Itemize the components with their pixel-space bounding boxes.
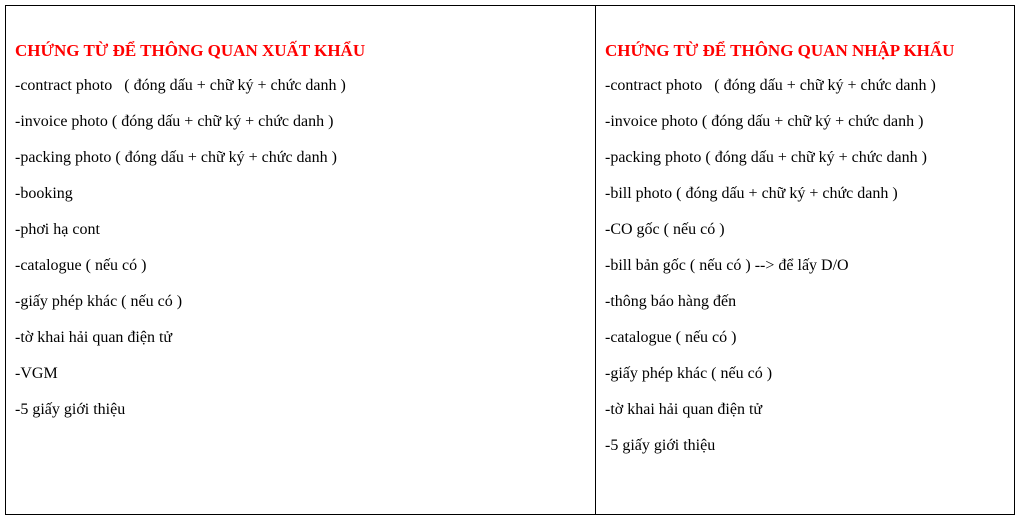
import-list: [605, 75, 1014, 457]
list-item: -CO gốc ( nếu có ): [605, 221, 725, 238]
list-item: -thông báo hàng đến: [605, 293, 737, 310]
list-item: -catalogue ( nếu có ): [15, 257, 147, 274]
list-item: -booking: [15, 185, 73, 202]
list-item: -5 giấy giới thiệu: [15, 401, 126, 418]
document-table: [5, 5, 1015, 515]
list-item: -packing photo ( đóng dấu + chữ ký + chức danh ): [15, 149, 337, 166]
export-list: [15, 75, 595, 421]
list-item: -invoice photo ( đóng dấu + chữ ký + chức danh ): [15, 113, 334, 130]
list-item: -catalogue ( nếu có ): [605, 329, 737, 346]
list-item: -invoice photo ( đóng dấu + chữ ký + chức danh ): [605, 113, 924, 130]
list-item: -tờ khai hải quan điện tử: [605, 401, 763, 418]
list-item: -tờ khai hải quan điện tử: [15, 329, 173, 346]
export-column: [6, 6, 596, 514]
list-item: -giấy phép khác ( nếu có ): [605, 365, 773, 382]
list-item: -5 giấy giới thiệu: [605, 437, 716, 454]
list-item: -bill photo ( đóng dấu + chữ ký + chức danh ): [605, 185, 898, 202]
export-heading: CHỨNG TỪ ĐỂ THÔNG QUAN XUẤT KHẨU: [15, 41, 366, 60]
list-item: -packing photo ( đóng dấu + chữ ký + chức danh ): [605, 149, 927, 166]
import-heading: CHỨNG TỪ ĐỂ THÔNG QUAN NHẬP KHẨU: [605, 41, 955, 60]
list-item: -bill bản gốc ( nếu có ) --> để lấy D/O: [605, 257, 849, 274]
list-item: -contract photo ( đóng dấu + chữ ký + chức danh ): [605, 77, 936, 94]
list-item: -contract photo ( đóng dấu + chữ ký + chức danh ): [15, 77, 346, 94]
list-item: -phơi hạ cont: [15, 221, 100, 238]
list-item: -VGM: [15, 365, 58, 382]
list-item: -giấy phép khác ( nếu có ): [15, 293, 183, 310]
import-column: [596, 6, 1014, 514]
